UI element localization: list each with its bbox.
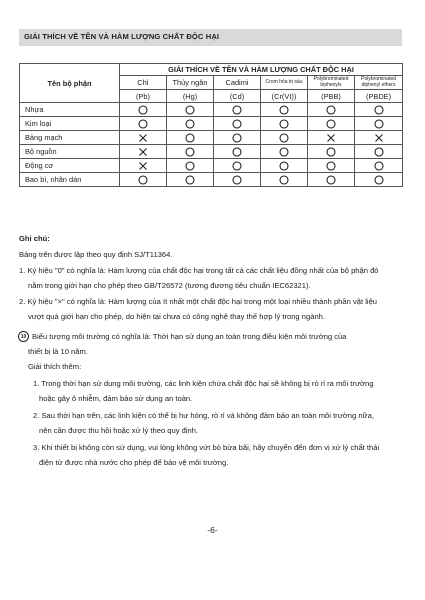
within-limit-circle: [214, 173, 261, 187]
part-name: Bộ nguồn: [20, 145, 120, 159]
within-limit-circle: [167, 159, 214, 173]
within-limit-circle: [167, 173, 214, 187]
circle-icon: [374, 147, 384, 157]
circle-icon: [232, 133, 242, 143]
env-line2: thiết bị là 10 năm.: [28, 347, 88, 356]
element-name-5: Polybrominated diphenyl ethers: [355, 76, 403, 90]
within-limit-circle: [167, 131, 214, 145]
within-limit-circle: [120, 173, 167, 187]
within-limit-circle: [261, 103, 308, 117]
table-row: [20, 145, 403, 159]
section-title: GIẢI THÍCH VỀ TÊN VÀ HÀM LƯỢNG CHẤT ĐỘC HẠI: [24, 32, 220, 41]
note-item-1-line2: nằm trong giới hạn cho phép theo GB/T26572 (tương đương tiêu chuẩn IEC62321).: [28, 281, 311, 290]
exceeds-limit-cross: [120, 131, 167, 145]
note-item-2-line1: 2. Ký hiệu "×" có nghĩa là: Hàm lượng của ít nhất một chất độc hại trong một loại nhiều thành phần vật liệu: [19, 297, 378, 306]
page-number: -6-: [207, 525, 218, 535]
circle-icon: [185, 161, 195, 171]
circle-icon: [374, 175, 384, 185]
env-extra-heading: Giải thích thêm:: [28, 362, 82, 371]
table-row: [20, 173, 403, 187]
element-name-1: Thủy ngân: [167, 76, 214, 90]
within-limit-circle: [308, 173, 355, 187]
circle-icon: [185, 147, 195, 157]
circle-icon: [138, 119, 148, 129]
within-limit-circle: [308, 117, 355, 131]
within-limit-circle: [261, 159, 308, 173]
cross-icon: [138, 161, 148, 171]
element-name-2: Cadimi: [214, 76, 261, 90]
circle-icon: [185, 119, 195, 129]
within-limit-circle: [214, 103, 261, 117]
part-name: Bao bì, nhãn dán: [20, 173, 120, 187]
part-name: Kim loại: [20, 117, 120, 131]
circle-icon: [185, 105, 195, 115]
notes-intro: Bảng trên được lập theo quy định SJ/T11364.: [19, 250, 173, 259]
circle-icon: [232, 147, 242, 157]
within-limit-circle: [214, 159, 261, 173]
table-row: [20, 131, 403, 145]
note-item-1-line1: 1. Ký hiệu "0" có nghĩa là: Hàm lượng của chất độc hại trong tất cả các chất liệu đồng nhất của bộ phận đó: [19, 266, 379, 275]
notes-heading: Ghi chú:: [19, 234, 50, 243]
circle-icon: [232, 105, 242, 115]
circle-icon: [138, 105, 148, 115]
cross-icon: [374, 133, 384, 143]
element-symbol-3: (Cr(VI)): [261, 90, 308, 103]
circle-icon: [232, 175, 242, 185]
element-symbol-2: (Cd): [214, 90, 261, 103]
circle-icon: [326, 175, 336, 185]
env-item-2-line2: nên cần được thu hồi hoặc xử lý theo quy định.: [39, 426, 199, 435]
table-title: GIẢI THÍCH VỀ TÊN VÀ HÀM LƯỢNG CHẤT ĐỘC HẠI: [120, 64, 403, 76]
env-item-3-line1: 3. Khi thiết bị không còn sử dụng, vui lòng không vứt bỏ bừa bãi, hãy chuyển đến đơn vị xử lý chất thải: [33, 443, 380, 452]
circle-icon: [279, 105, 289, 115]
circle-icon: [279, 161, 289, 171]
within-limit-circle: [120, 103, 167, 117]
element-symbol-0: (Pb): [120, 90, 167, 103]
within-limit-circle: [355, 173, 403, 187]
within-limit-circle: [308, 103, 355, 117]
env-item-1-line2: hoặc gây ô nhiễm, đảm bảo sử dụng an toàn.: [39, 394, 193, 403]
env-line1: Biểu tượng môi trường có nghĩa là: Thời hạn sử dụng an toàn trong điều kiện môi trường của: [32, 332, 347, 341]
table-row: [20, 103, 403, 117]
element-symbol-5: (PBDE): [355, 90, 403, 103]
circle-icon: [374, 119, 384, 129]
within-limit-circle: [308, 159, 355, 173]
within-limit-circle: [355, 103, 403, 117]
within-limit-circle: [120, 117, 167, 131]
env-item-1-line1: 1. Trong thời hạn sử dụng môi trường, các linh kiện chứa chất độc hại sẽ không bị rò rỉ ra môi trường: [33, 379, 374, 388]
env-item-3-line2: điện tử được nhà nước cho phép để bảo vệ môi trường.: [39, 458, 229, 467]
circle-icon: [232, 119, 242, 129]
env-item-2-line1: 2. Sau thời hạn trên, các linh kiện có thể bị hư hỏng, rò rỉ và không đảm bảo an toàn môi trường nữa,: [33, 411, 374, 420]
element-symbol-4: (PBB): [308, 90, 355, 103]
circle-icon: [374, 105, 384, 115]
within-limit-circle: [214, 117, 261, 131]
within-limit-circle: [355, 145, 403, 159]
within-limit-circle: [355, 159, 403, 173]
circle-icon: [232, 161, 242, 171]
within-limit-circle: [261, 131, 308, 145]
cross-icon: [138, 147, 148, 157]
note-item-2-line2: vượt quá giới hạn cho phép, do hiện tại chưa có công nghệ thay thế hợp lý trong ngành.: [28, 312, 325, 321]
part-name: Nhựa: [20, 103, 120, 117]
environment-period-icon: 10: [18, 331, 29, 342]
within-limit-circle: [214, 145, 261, 159]
circle-icon: [279, 175, 289, 185]
circle-icon: [138, 175, 148, 185]
circle-icon: [326, 147, 336, 157]
hazardous-substance-table: [19, 63, 403, 187]
circle-icon: [326, 161, 336, 171]
within-limit-circle: [167, 117, 214, 131]
circle-icon: [374, 161, 384, 171]
exceeds-limit-cross: [308, 131, 355, 145]
within-limit-circle: [214, 131, 261, 145]
circle-icon: [185, 175, 195, 185]
section-header-bar: [19, 29, 402, 46]
circle-icon: [326, 119, 336, 129]
within-limit-circle: [261, 145, 308, 159]
exceeds-limit-cross: [120, 145, 167, 159]
within-limit-circle: [261, 117, 308, 131]
exceeds-limit-cross: [120, 159, 167, 173]
cross-icon: [326, 133, 336, 143]
cross-icon: [138, 133, 148, 143]
exceeds-limit-cross: [355, 131, 403, 145]
table-row: [20, 117, 403, 131]
element-name-3: Crom hóa trị sáu: [261, 76, 308, 90]
within-limit-circle: [261, 173, 308, 187]
circle-icon: [279, 119, 289, 129]
table-row: [20, 159, 403, 173]
within-limit-circle: [167, 145, 214, 159]
element-name-0: Chì: [120, 76, 167, 90]
within-limit-circle: [308, 145, 355, 159]
within-limit-circle: [355, 117, 403, 131]
circle-icon: [279, 147, 289, 157]
circle-icon: [279, 133, 289, 143]
circle-icon: [326, 105, 336, 115]
circle-icon: [185, 133, 195, 143]
part-name: Bảng mạch: [20, 131, 120, 145]
within-limit-circle: [167, 103, 214, 117]
part-column-header: Tên bộ phận: [20, 64, 120, 103]
element-name-4: Polybrominated biphenyls: [308, 76, 355, 90]
element-symbol-1: (Hg): [167, 90, 214, 103]
part-name: Động cơ: [20, 159, 120, 173]
